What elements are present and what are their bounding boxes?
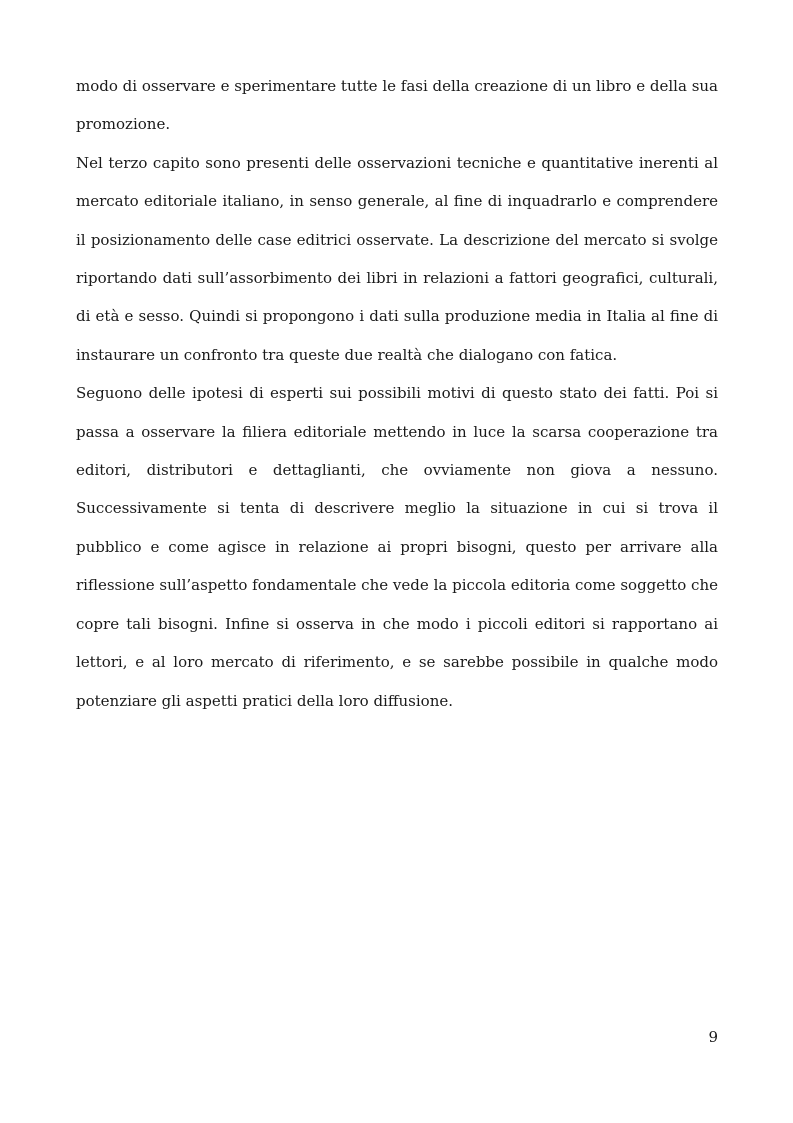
page-number: 9 [708, 1028, 718, 1046]
paragraph-1: modo di osservare e sperimentare tutte le fasi della creazione di un libro e della sua promozione. [76, 77, 718, 134]
body-text [76, 67, 718, 720]
paragraph-2: Nel terzo capito sono presenti delle osservazioni tecniche e quantitative inerenti al mercato editoriale italiano, in senso generale, al fine di inquadrarlo e comprendere il posizionamento delle case editrici osservate. La descrizione del mercato si svolge riportando dati sull’assorbimento dei libri in relazioni a fattori geografici, culturali, di età e sesso. Quindi si propongono i dati sulla produzione media in Italia al fine di instaurare un confronto tra queste due realtà che dialogano con fatica. [76, 153, 718, 364]
paragraph-3: Seguono delle ipotesi di esperti sui possibili motivi di questo stato dei fatti. Poi si passa a osservare la filiera editoriale mettendo in luce la scarsa cooperazione tra editori, distributori e dettaglianti, che ovviamente non giova a nessuno. Successivamente si tenta di descrivere meglio la situazione in cui si trova il pubblico e come agisce in relazione ai propri bisogni, questo per arrivare alla riflessione sull’aspetto fondamentale che vede la piccola editoria come soggetto che copre tali bisogni. Infine si osserva in che modo i piccoli editori si rapportano ai lettori, e al loro mercato di riferimento, e se sarebbe possibile in qualche modo potenziare gli aspetti pratici della loro diffusione. [76, 384, 718, 710]
